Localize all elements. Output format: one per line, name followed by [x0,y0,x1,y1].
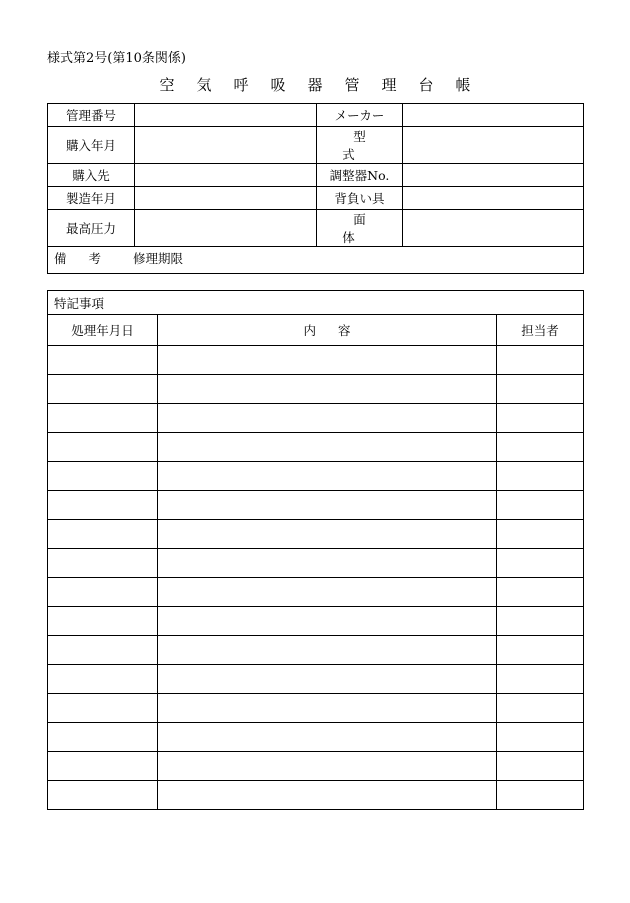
log-person-cell[interactable] [497,636,584,665]
info-right-label: 調整器No. [317,164,403,187]
log-person-cell[interactable] [497,781,584,810]
log-date-cell[interactable] [48,520,158,549]
log-person-cell[interactable] [497,549,584,578]
table-row [48,549,584,578]
info-table [47,103,584,274]
col-header-date: 処理年月日 [48,315,158,346]
info-left-value[interactable] [135,104,317,127]
log-content-cell[interactable] [158,607,497,636]
info-right-value[interactable] [403,127,584,164]
log-date-cell[interactable] [48,346,158,375]
log-date-cell[interactable] [48,694,158,723]
info-left-value[interactable] [135,164,317,187]
log-date-cell[interactable] [48,607,158,636]
table-row [48,375,584,404]
log-date-cell[interactable] [48,433,158,462]
log-person-cell[interactable] [497,694,584,723]
table-row [48,665,584,694]
log-date-cell[interactable] [48,723,158,752]
log-person-cell[interactable] [497,491,584,520]
form-number: 様式第2号(第10条関係) [47,51,186,66]
info-right-label: 型式 [317,127,403,164]
table-row [48,636,584,665]
log-person-cell[interactable] [497,404,584,433]
table-row [48,607,584,636]
table-row [48,491,584,520]
log-content-cell[interactable] [158,346,497,375]
log-person-cell[interactable] [497,607,584,636]
log-content-cell[interactable] [158,665,497,694]
info-right-label: 背負い具 [317,187,403,210]
log-table [47,290,584,810]
table-row [48,781,584,810]
log-date-cell[interactable] [48,462,158,491]
log-date-cell[interactable] [48,491,158,520]
table-row [48,752,584,781]
log-content-cell[interactable] [158,723,497,752]
log-person-cell[interactable] [497,520,584,549]
info-left-label: 製造年月 [48,187,135,210]
table-row [48,462,584,491]
info-right-value[interactable] [403,187,584,210]
remarks-cell[interactable] [48,247,584,274]
log-person-cell[interactable] [497,433,584,462]
table-row [48,520,584,549]
info-row [48,127,584,164]
log-person-cell[interactable] [497,375,584,404]
info-left-value[interactable] [135,127,317,164]
log-person-cell[interactable] [497,752,584,781]
info-left-value[interactable] [135,210,317,247]
repair-deadline-label: 修理期限 [133,251,184,266]
table-row [48,723,584,752]
info-left-value[interactable] [135,187,317,210]
remarks-label: 備考 [54,251,124,266]
log-content-cell[interactable] [158,549,497,578]
col-header-content: 内容 [158,315,497,346]
log-content-cell[interactable] [158,462,497,491]
info-right-label: 面体 [317,210,403,247]
info-left-label: 購入先 [48,164,135,187]
log-date-cell[interactable] [48,578,158,607]
log-date-cell[interactable] [48,665,158,694]
col-header-person: 担当者 [497,315,584,346]
table-row [48,578,584,607]
info-right-value[interactable] [403,104,584,127]
log-date-cell[interactable] [48,375,158,404]
log-content-cell[interactable] [158,694,497,723]
log-person-cell[interactable] [497,578,584,607]
log-date-cell[interactable] [48,752,158,781]
log-content-cell[interactable] [158,404,497,433]
log-date-cell[interactable] [48,404,158,433]
log-date-cell[interactable] [48,636,158,665]
info-left-label: 購入年月 [48,127,135,164]
table-row [48,433,584,462]
log-content-cell[interactable] [158,433,497,462]
log-date-cell[interactable] [48,549,158,578]
log-content-cell[interactable] [158,491,497,520]
log-content-cell[interactable] [158,375,497,404]
special-notes-label: 特記事項 [48,291,584,315]
info-row [48,210,584,247]
info-row [48,164,584,187]
table-row [48,694,584,723]
log-date-cell[interactable] [48,781,158,810]
log-person-cell[interactable] [497,346,584,375]
info-right-label: メーカー [317,104,403,127]
info-right-value[interactable] [403,210,584,247]
info-left-label: 最高圧力 [48,210,135,247]
info-right-value[interactable] [403,164,584,187]
info-left-label: 管理番号 [48,104,135,127]
log-content-cell[interactable] [158,578,497,607]
page-title: 空気呼吸器管理台帳 [159,76,493,94]
table-row [48,404,584,433]
table-row [48,346,584,375]
log-person-cell[interactable] [497,723,584,752]
log-content-cell[interactable] [158,752,497,781]
info-row [48,187,584,210]
log-content-cell[interactable] [158,520,497,549]
info-row [48,104,584,127]
log-person-cell[interactable] [497,462,584,491]
log-content-cell[interactable] [158,636,497,665]
log-person-cell[interactable] [497,665,584,694]
log-content-cell[interactable] [158,781,497,810]
